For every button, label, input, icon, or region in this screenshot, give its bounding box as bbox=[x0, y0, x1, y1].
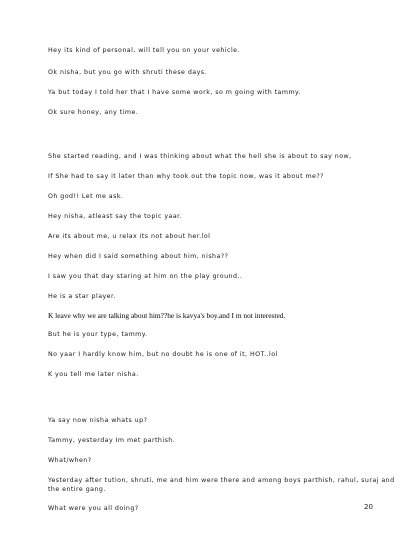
text-line: Hey nisha, atleast say the topic yaar. bbox=[48, 213, 183, 220]
text-line: What were you all doing? bbox=[48, 505, 139, 512]
text-line: K you tell me later nisha. bbox=[48, 371, 139, 378]
text-line: He is a star player. bbox=[48, 293, 116, 300]
text-line: If She had to say it later than why took out the topic now, was it about me?? bbox=[48, 173, 324, 180]
text-line: Ok sure honey, any time. bbox=[48, 109, 139, 116]
text-line: Hey when did I said something about him, nisha?? bbox=[48, 253, 229, 260]
text-line: Ya say now nisha whats up? bbox=[48, 417, 148, 424]
text-line: No yaar I hardly know him, but no doubt he is one of it, HOT..lol bbox=[48, 351, 278, 358]
text-line: Are its about me, u relax its not about her.lol bbox=[48, 233, 211, 240]
page-number: 20 bbox=[364, 503, 373, 511]
text-line: Oh god!! Let me ask. bbox=[48, 193, 124, 200]
text-line: Ya but today I told her that I have some work, so m going with tammy. bbox=[48, 89, 301, 96]
text-line: She started reading, and I was thinking about what the hell she is about to say now, bbox=[48, 153, 352, 160]
text-line: Hey its kind of personal, will tell you on your vehicle. bbox=[48, 47, 240, 54]
text-line: K leave why we are talking about him??he is kavya's boy.and I m not interested. bbox=[48, 311, 286, 320]
text-line: I saw you that day staring at him on the play ground.. bbox=[48, 273, 243, 280]
text-line: Yesterday after tution, shruti, me and him were there and among boys parthish, rahul, suraj and the entire gang. bbox=[48, 477, 395, 493]
text-line: Tammy, yesterday Im met parthish. bbox=[48, 437, 176, 444]
text-line: But he is your type, tammy. bbox=[48, 331, 148, 338]
text-line: Ok nisha, but you go with shruti these days. bbox=[48, 69, 207, 76]
text-line: What/when? bbox=[48, 457, 92, 464]
